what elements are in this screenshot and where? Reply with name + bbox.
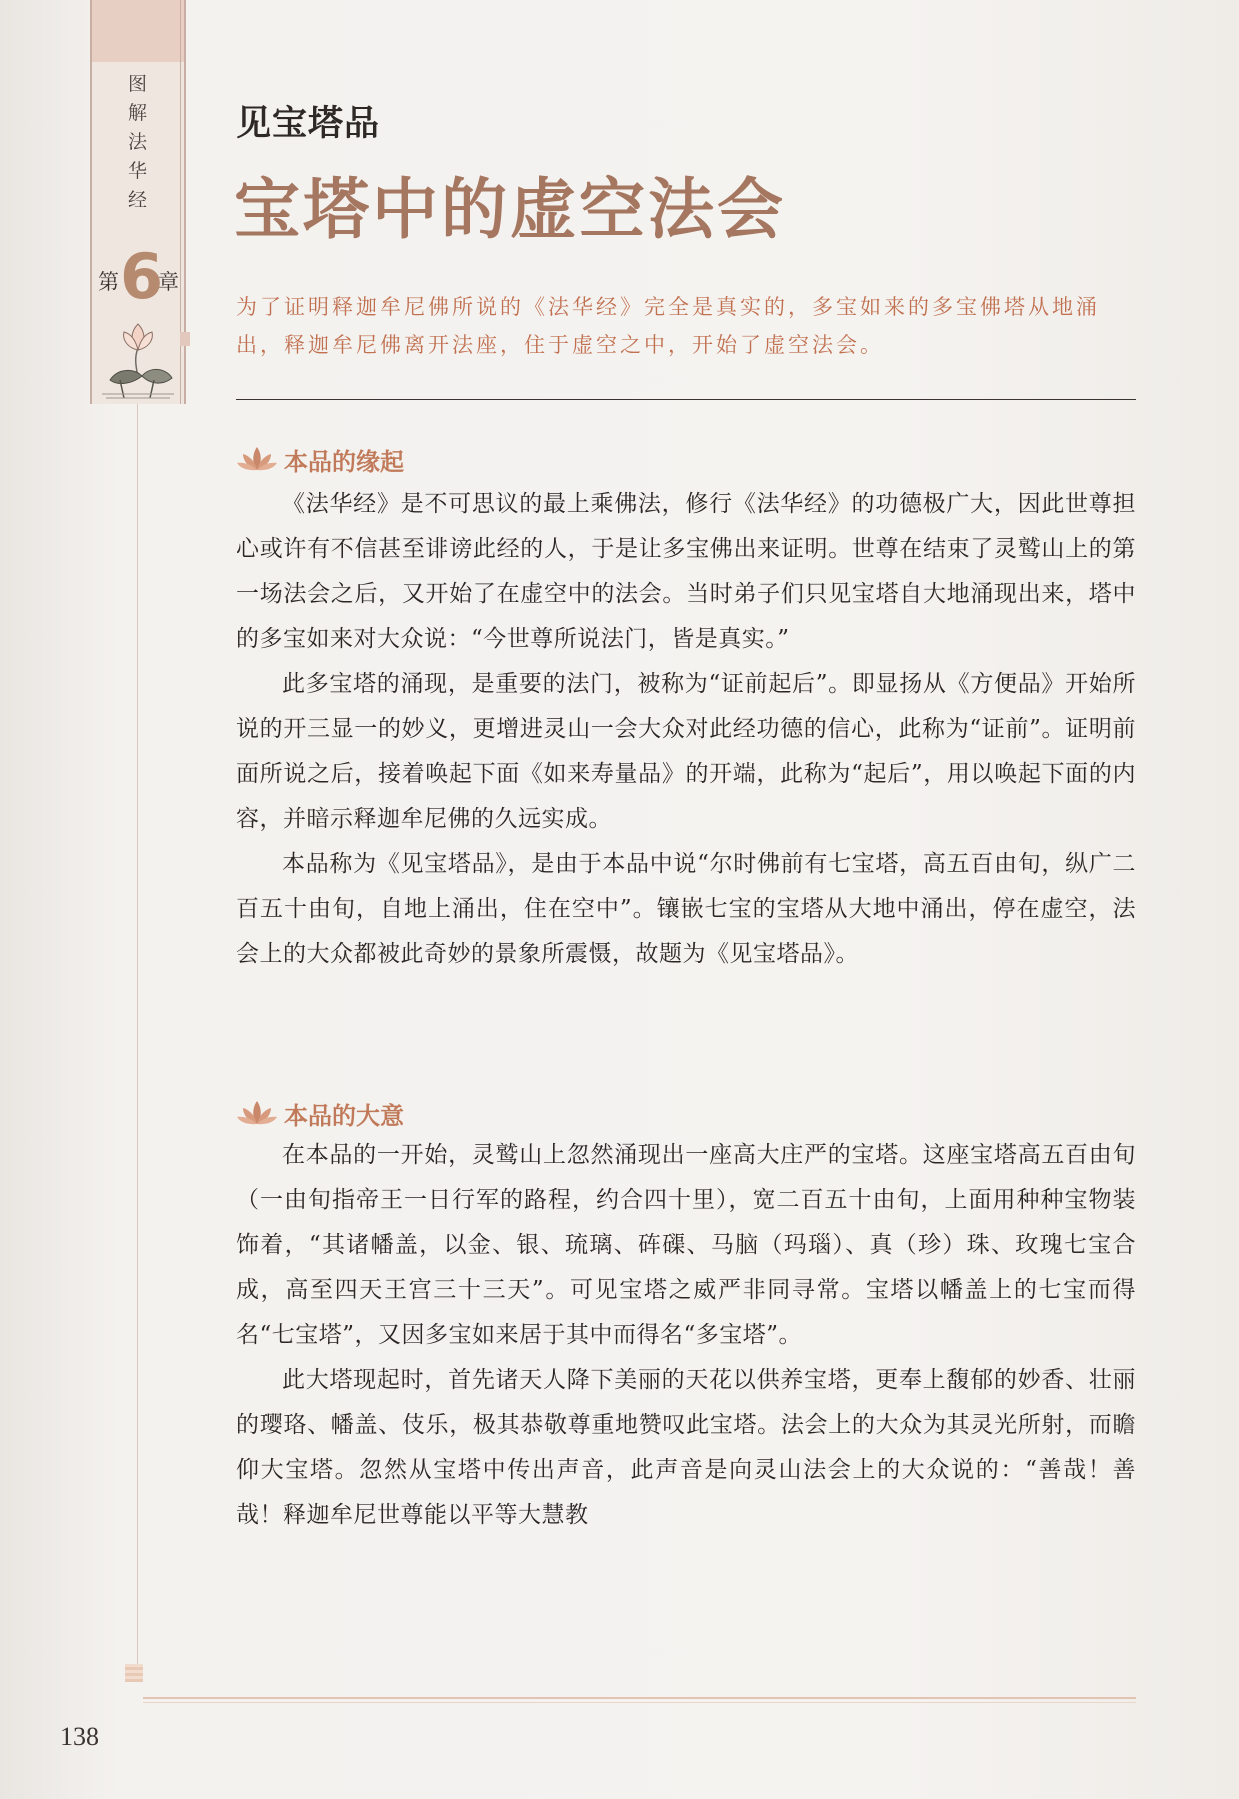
paragraph: 在本品的一开始，灵鹫山上忽然涌现出一座高大庄严的宝塔。这座宝塔高五百由旬（一由旬指帝王一日行军的路程，约合四十里），宽二百五十由旬，上面用种种宝物装饰着，“其诸幡盖，以金、银、琉璃、砗磲、马脑（玛瑙）、真（珍）珠、玫瑰七宝合成，高至四天王宫三十三天”。可见宝塔之威严非同寻常。宝塔以幡盖上的七宝而得名“七宝塔”，又因多宝如来居于其中而得名“多宝塔”。: [236, 1142, 1136, 1348]
paragraph: 本品称为《见宝塔品》，是由于本品中说“尔时佛前有七宝塔，高五百由旬，纵广二百五十由旬，自地上涌出，住在空中”。镶嵌七宝的宝塔从大地中涌出，停在虚空，法会上的大众都被此奇妙的景象所震慑，故题为《见宝塔品》。: [236, 851, 1136, 967]
lotus-bullet-icon: [236, 1098, 278, 1128]
tab-stub: [180, 332, 190, 346]
chapter-tab-top: [92, 0, 184, 62]
paragraph: 此大塔现起时，首先诸天人降下美丽的天花以供养宝塔，更奉上馥郁的妙香、壮丽的璎珞、幡盖、伎乐，极其恭敬尊重地赞叹此宝塔。法会上的大众为其灵光所射，而瞻仰大宝塔。忽然从宝塔中传出声音，此声音是向灵山法会上的大众说的：“善哉！善哉！释迦牟尼世尊能以平等大慧教: [236, 1367, 1136, 1528]
footer-rule-secondary: [143, 1702, 1136, 1703]
chapter-tab: [90, 0, 186, 404]
paragraph: 此多宝塔的涌现，是重要的法门，被称为“证前起后”。即显扬从《方便品》开始所说的开三显一的妙义，更增进灵山一会大众对此经功德的信心，此称为“证前”。证明前面所说之后，接着唤起下面《如来寿量品》的开端，此称为“起后”，用以唤起下面的内容，并暗示释迦牟尼佛的久远实成。: [236, 671, 1136, 832]
section-body-summary: [236, 1133, 1136, 1538]
page-title: 宝塔中的虚空法会: [234, 171, 786, 248]
section-heading-label: 本品的大意: [284, 1102, 404, 1130]
chapter-prefix: 第: [98, 270, 119, 294]
series-title: 图 解 法 华 经: [127, 73, 148, 211]
margin-square: [125, 1664, 143, 1682]
page-number: 138: [60, 1722, 99, 1751]
lotus-icon: [96, 318, 180, 402]
chapter-mark: [94, 240, 184, 313]
section-body-origin: [236, 482, 1136, 977]
margin-rule: [137, 404, 138, 1664]
intro-text: 为了证明释迦牟尼佛所说的《法华经》完全是真实的，多宝如来的多宝佛塔从地涌出，释迦牟尼佛离开法座，住于虚空之中，开始了虚空法会。: [236, 295, 1100, 357]
paragraph: 《法华经》是不可思议的最上乘佛法，修行《法华经》的功德极广大，因此世尊担心或许有不信甚至诽谤此经的人，于是让多宝佛出来证明。世尊在结束了灵鹫山上的第一场法会之后，又开始了在虚空中的法会。当时弟子们只见宝塔自大地涌现出来，塔中的多宝如来对大众说：“今世尊所说法门，皆是真实。”: [236, 491, 1136, 652]
intro-divider: [236, 399, 1136, 400]
section-heading-label: 本品的缘起: [284, 448, 404, 476]
footer-rule: [143, 1697, 1136, 1699]
lotus-bullet-icon: [236, 444, 278, 474]
section-label: 见宝塔品: [236, 104, 381, 144]
chapter-number: 6: [120, 240, 164, 313]
chapter-suffix: 章: [158, 270, 179, 294]
